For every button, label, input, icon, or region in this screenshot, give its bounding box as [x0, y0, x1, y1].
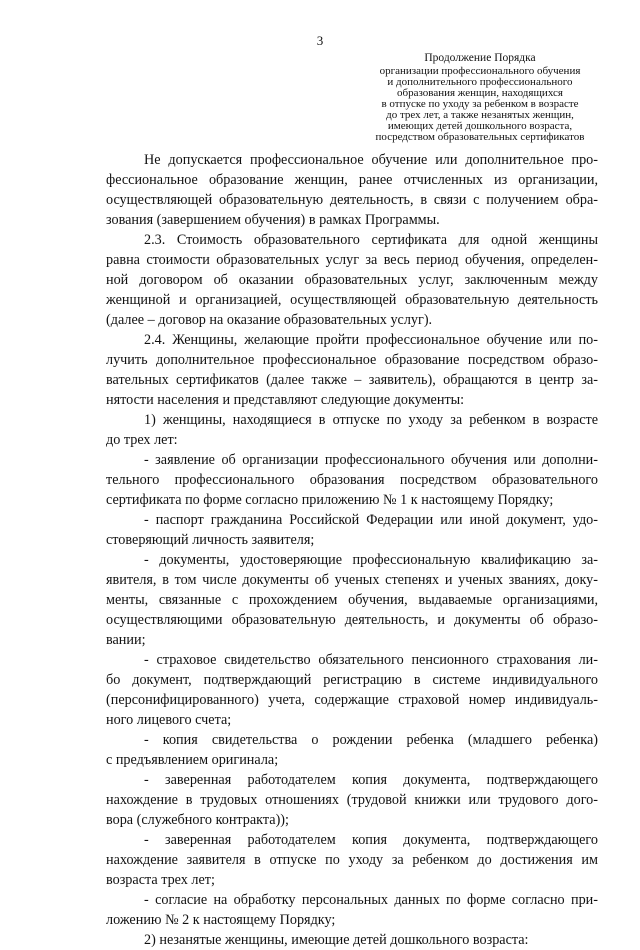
body-line: вании;	[106, 632, 146, 648]
body-line: женщиной и организацией, осуществляющей образовательную деятельность	[106, 292, 598, 308]
body-line: Не допускается профессиональное обучение или дополнительное про-	[144, 152, 598, 168]
page-number: 3	[316, 33, 324, 48]
body-line: - заявление об организации профессионального обучения или дополни-	[144, 452, 598, 468]
body-line: нахождение заявителя в отпуске по уходу за ребенком до достижения им	[106, 852, 598, 868]
body-line: лучить дополнительное профессиональное образование посредством образо-	[106, 352, 598, 368]
body-line: - паспорт гражданина Российской Федерации или иной документ, удо-	[144, 512, 598, 528]
body-line: 1) женщины, находящиеся в отпуске по уходу за ребенком в возрасте	[144, 412, 598, 428]
body-line: ложению № 2 к настоящему Порядку;	[106, 912, 336, 928]
document-body	[106, 150, 598, 950]
body-line: - копия свидетельства о рождении ребенка (младшего ребенка)	[144, 732, 598, 748]
body-line: 2) незанятые женщины, имеющие детей дошкольного возраста:	[144, 932, 529, 948]
header-line: в отпуске по уходу за ребенком в возрасте	[381, 98, 579, 110]
body-line: равна стоимости образовательных услуг за весь период обучения, определен-	[106, 252, 598, 268]
body-line: стоверяющий личность заявителя;	[106, 532, 315, 548]
header-line: посредством образовательных сертификатов	[375, 131, 585, 143]
header-line: организации профессионального обучения	[379, 65, 581, 77]
body-line: 2.3. Стоимость образовательного сертификата для одной женщины	[144, 232, 598, 248]
body-line: - страховое свидетельство обязательного пенсионного страхования ли-	[144, 652, 598, 668]
body-line: возраста трех лет;	[106, 872, 215, 888]
header-line: до трех лет, а также незанятых женщин,	[386, 109, 574, 121]
body-line: ного лицевого счета;	[106, 712, 232, 728]
body-line: явителя, в том числе документы об ученых степенях и ученых званиях, доку-	[106, 572, 598, 588]
body-line: ной договором об оказании образовательных услуг, заключенным между	[106, 272, 598, 288]
body-line: фессиональное образование женщин, ранее отчисленных из организации,	[106, 172, 598, 188]
body-line: 2.4. Женщины, желающие пройти профессиональное обучение или по-	[144, 332, 598, 348]
body-line: бо документ, подтверждающий регистрацию в системе индивидуального	[106, 672, 598, 688]
body-line: - документы, удостоверяющие профессиональную квалификацию за-	[144, 552, 598, 568]
body-line: осуществляющей образовательную деятельность, в связи с получением обра-	[106, 192, 598, 208]
body-line: до трех лет:	[106, 432, 178, 448]
body-line: (персонифицированного) учета, содержащие страховой номер индивидуаль-	[106, 692, 598, 708]
header-title: Продолжение Порядка	[424, 52, 536, 64]
document-header	[350, 52, 610, 143]
body-line: осуществляющими образовательную деятельность, и документы об образо-	[106, 612, 598, 628]
body-line: сертификата по форме согласно приложению № 1 к настоящему Порядку;	[106, 492, 554, 508]
body-line: вательных сертификатов (далее также – заявитель), обращаются в центр за-	[106, 372, 598, 388]
body-line: - согласие на обработку персональных данных по форме согласно при-	[144, 892, 598, 908]
body-line: нахождение в трудовых отношениях (трудовой книжки или трудового дого-	[106, 792, 598, 808]
header-line: имеющих детей дошкольного возраста,	[387, 120, 573, 132]
body-line: нятости населения и представляют следующие документы:	[106, 392, 465, 408]
body-line: с предъявлением оригинала;	[106, 752, 279, 768]
header-line: и дополнительного профессионального	[387, 76, 573, 88]
header-line: образования женщин, находящихся	[397, 87, 563, 99]
body-line: - заверенная работодателем копия документа, подтверждающего	[144, 772, 598, 788]
body-line: менты, связанные с прохождением обучения, выдаваемые организациями,	[106, 592, 598, 608]
body-line: вора (служебного контракта));	[106, 812, 289, 828]
body-line: зования (завершением обучения) в рамках Программы.	[106, 212, 440, 228]
body-line: (далее – договор на оказание образовательных услуг).	[106, 312, 433, 328]
body-line: - заверенная работодателем копия документа, подтверждающего	[144, 832, 598, 848]
body-line: тельного профессионального образования посредством образовательного	[106, 472, 598, 488]
